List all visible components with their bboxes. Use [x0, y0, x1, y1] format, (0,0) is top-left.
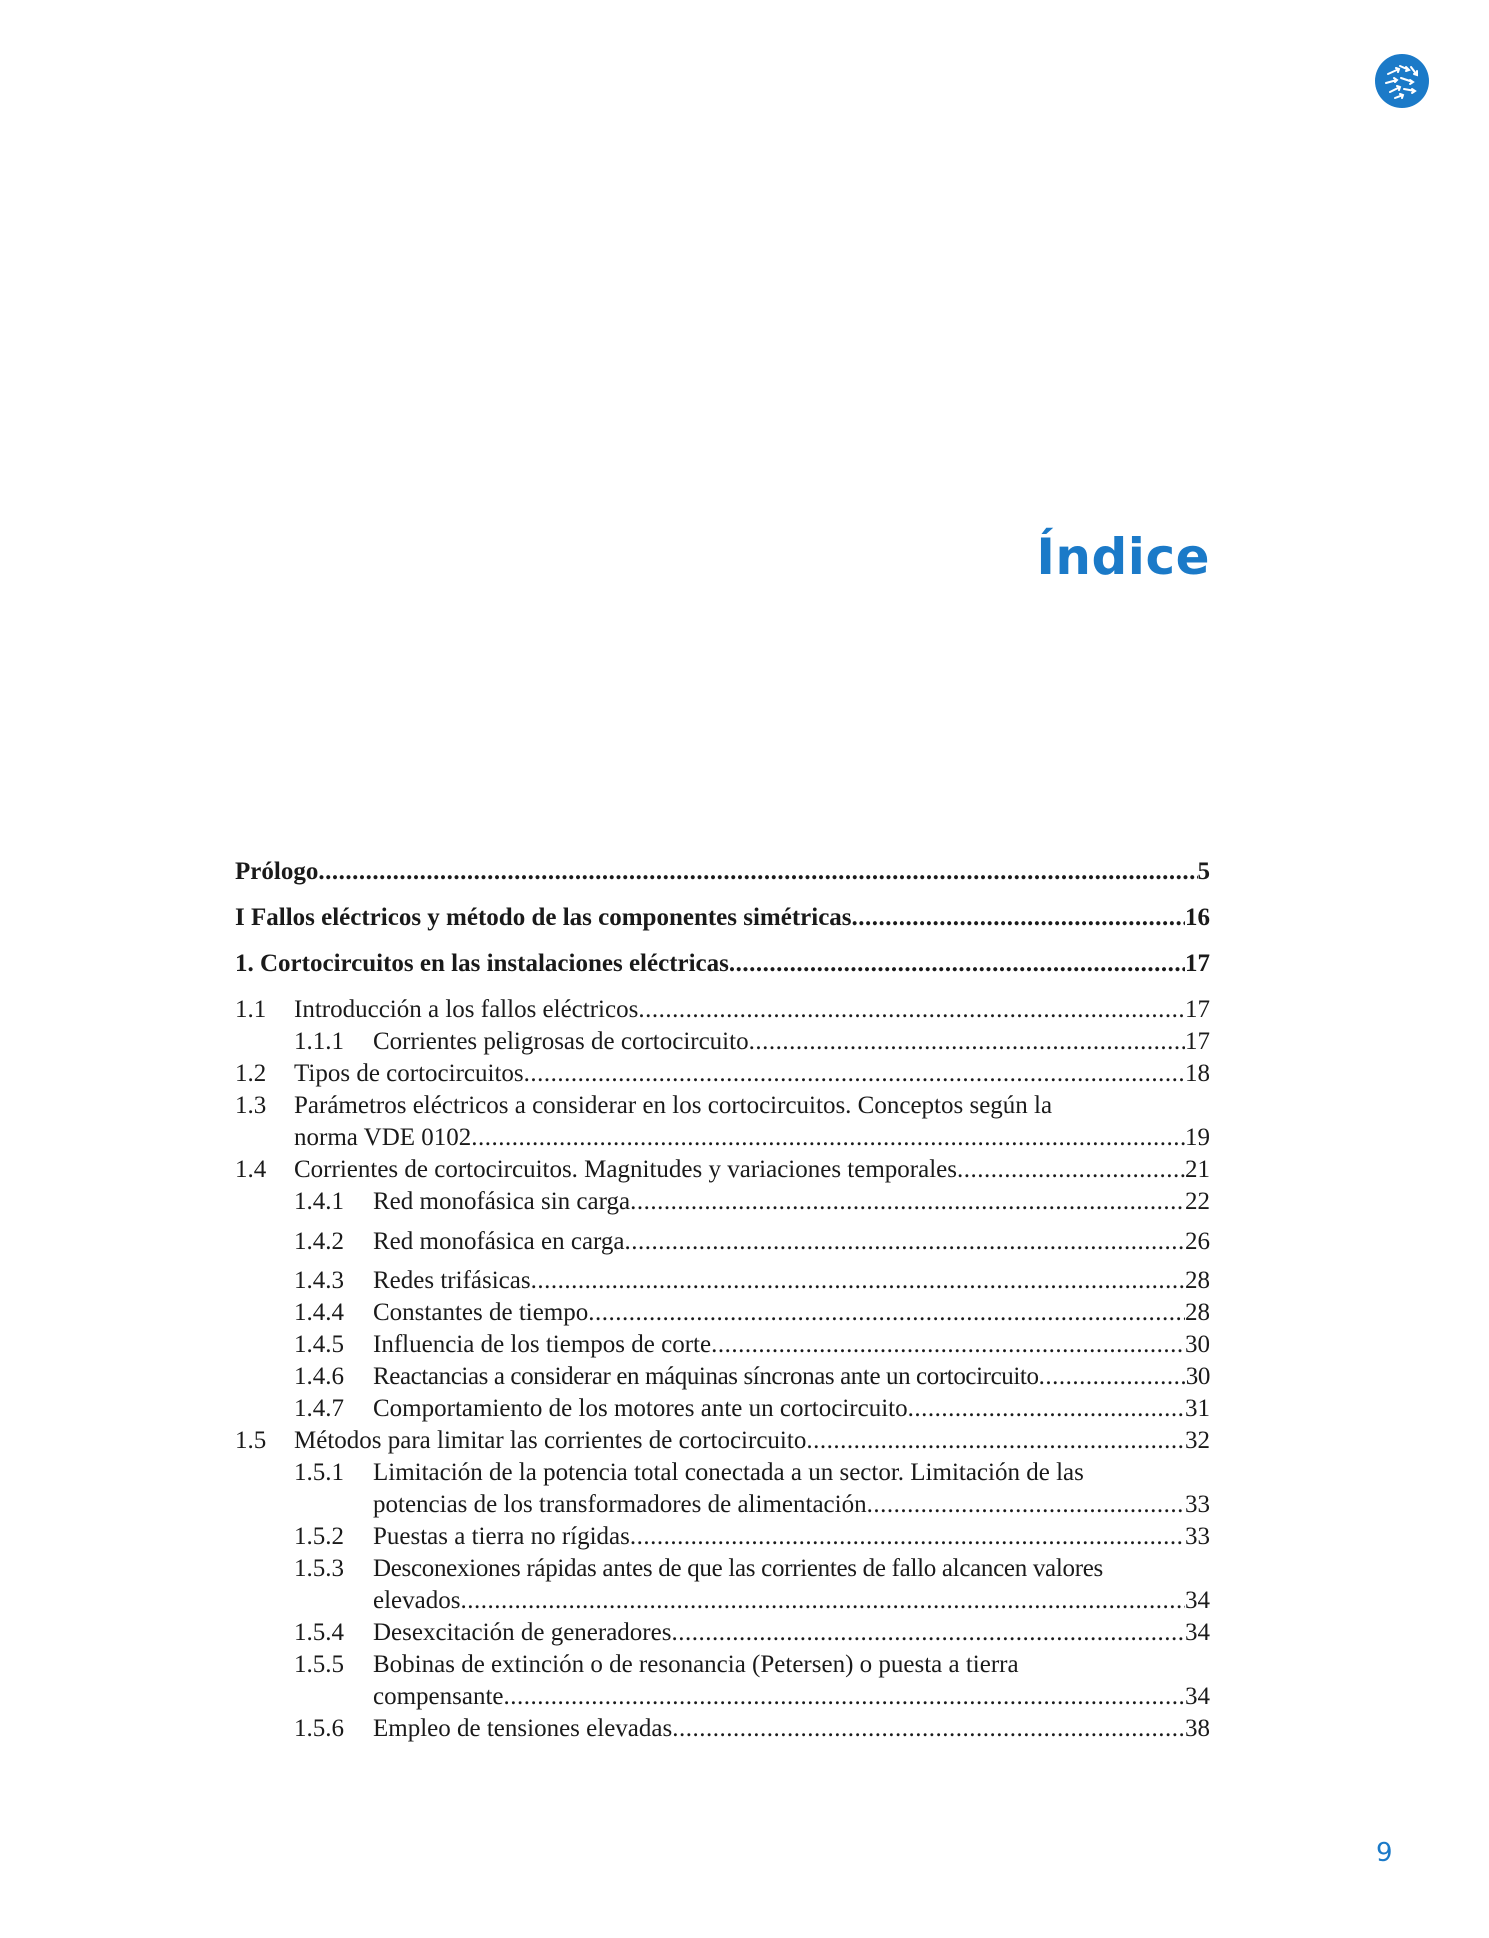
- toc-number: 1.4.1: [294, 1188, 344, 1215]
- toc-page: 34: [1185, 1619, 1210, 1646]
- toc-title: elevados: [373, 1587, 461, 1614]
- toc-title: potencias de los transformadores de alimentación: [373, 1491, 867, 1518]
- toc-page: 21: [1185, 1156, 1210, 1183]
- toc-title: Constantes de tiempo: [373, 1299, 589, 1326]
- toc-number: 1.1: [235, 996, 267, 1023]
- toc-entry[interactable]: [235, 902, 1210, 934]
- toc-page: 28: [1185, 1299, 1210, 1326]
- toc-page: 33: [1185, 1523, 1210, 1550]
- toc-number: 1.5: [235, 1427, 267, 1454]
- toc-title: Influencia de los tiempos de corte: [373, 1331, 712, 1358]
- toc-page: 17: [1185, 950, 1210, 977]
- toc-title-first-line: Bobinas de extinción o de resonancia (Petersen) o puesta a tierra: [373, 1651, 1019, 1678]
- toc-page: 26: [1185, 1228, 1210, 1255]
- toc-number: 1.5.6: [294, 1715, 344, 1742]
- toc-title: compensante: [373, 1683, 504, 1710]
- toc-title: norma VDE 0102: [294, 1124, 472, 1151]
- toc-number: 1.5.3: [294, 1555, 344, 1582]
- toc-page: 18: [1185, 1060, 1210, 1087]
- toc-number: 1.4.6: [294, 1363, 344, 1390]
- toc-number: 1.4.2: [294, 1228, 344, 1255]
- toc-number: 1.5.2: [294, 1523, 344, 1550]
- toc-number: 1.5.1: [294, 1459, 344, 1486]
- toc-number: 1.4: [235, 1156, 267, 1183]
- toc-number: 1.1.1: [294, 1028, 344, 1055]
- toc-page: 16: [1185, 904, 1210, 931]
- toc-page: 19: [1185, 1124, 1210, 1151]
- toc-title: I Fallos eléctricos y método de las componentes simétricas: [235, 904, 852, 931]
- toc-page: 32: [1185, 1427, 1210, 1454]
- toc-page: 17: [1185, 1028, 1210, 1055]
- toc-title: Métodos para limitar las corrientes de cortocircuito: [294, 1427, 807, 1454]
- toc-number: 1.4.3: [294, 1267, 344, 1294]
- toc-title: Desexcitación de generadores: [373, 1619, 672, 1646]
- toc-title-first-line: Desconexiones rápidas antes de que las corrientes de fallo alcancen valores: [373, 1555, 1103, 1582]
- toc-page: 31: [1185, 1395, 1210, 1422]
- toc-page: 33: [1185, 1491, 1210, 1518]
- page-title: Índice: [1036, 528, 1210, 586]
- toc-title: Red monofásica en carga: [373, 1228, 625, 1255]
- toc-page: 30: [1185, 1363, 1210, 1390]
- toc-title: Comportamiento de los motores ante un cortocircuito: [373, 1395, 908, 1422]
- toc-page: 34: [1185, 1587, 1210, 1614]
- toc-entry[interactable]: [235, 948, 1210, 980]
- toc-number: 1.4.4: [294, 1299, 344, 1326]
- toc-title: Redes trifásicas: [373, 1267, 531, 1294]
- toc-number: 1.4.5: [294, 1331, 344, 1358]
- toc-page: 34: [1185, 1683, 1210, 1710]
- arrows-circle-logo-icon: [1375, 54, 1429, 108]
- toc-number: 1.5.5: [294, 1651, 344, 1678]
- toc-title: 1. Cortocircuitos en las instalaciones eléctricas: [235, 950, 729, 977]
- toc-title: Empleo de tensiones elevadas: [373, 1715, 673, 1742]
- toc-page: 38: [1185, 1715, 1210, 1742]
- toc-page: 17: [1185, 996, 1210, 1023]
- toc-number: 1.2: [235, 1060, 267, 1087]
- toc-title-first-line: Parámetros eléctricos a considerar en los cortocircuitos. Conceptos según la: [294, 1092, 1053, 1119]
- toc-number: 1.5.4: [294, 1619, 344, 1646]
- toc-page: 5: [1197, 858, 1210, 885]
- toc-title: Corrientes peligrosas de cortocircuito: [373, 1028, 749, 1055]
- page-number: 9: [1376, 1838, 1393, 1868]
- toc-title: Introducción a los fallos eléctricos: [294, 996, 639, 1023]
- toc-title: Puestas a tierra no rígidas: [373, 1523, 630, 1550]
- toc-title: Red monofásica sin carga: [373, 1188, 631, 1215]
- toc-number: 1.3: [235, 1092, 267, 1119]
- toc-entry[interactable]: [235, 856, 1210, 888]
- toc-number: 1.4.7: [294, 1395, 344, 1422]
- toc-page: 22: [1185, 1188, 1210, 1215]
- toc-page: 28: [1185, 1267, 1210, 1294]
- toc-title: Tipos de cortocircuitos: [294, 1060, 524, 1087]
- toc-title: Reactancias a considerar en máquinas síncronas ante un cortocircuito: [373, 1363, 1039, 1390]
- toc-title: Prólogo: [235, 858, 319, 885]
- toc-page: 30: [1185, 1331, 1210, 1358]
- toc-title: Corrientes de cortocircuitos. Magnitudes y variaciones temporales: [294, 1156, 957, 1183]
- toc-title-first-line: Limitación de la potencia total conectada a un sector. Limitación de las: [373, 1459, 1084, 1486]
